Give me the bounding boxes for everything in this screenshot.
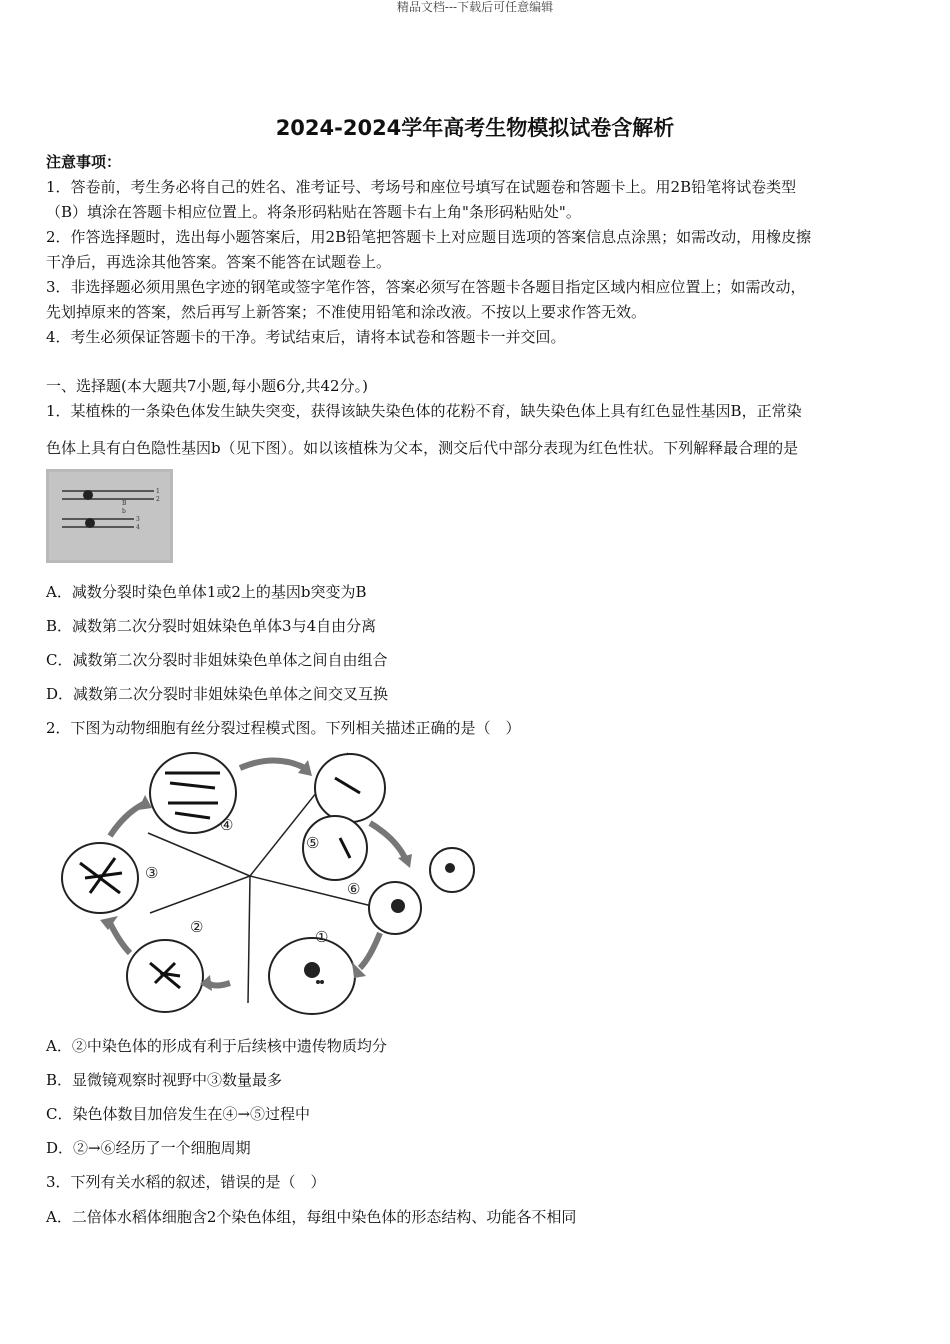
option-c: C．染色体数目加倍发生在④→⑤过程中 — [46, 1105, 311, 1123]
question-1-stem: 1．某植株的一条染色体发生缺失突变，获得该缺失染色体的花粉不育，缺失染色体上具有红色显性基因B，正常染 — [46, 402, 802, 420]
figure-label: B — [122, 500, 127, 507]
option-a: A．减数分裂时染色单体1或2上的基因b突变为B — [46, 583, 367, 601]
option-a: A．②中染色体的形成有利于后续核中遗传物质均分 — [46, 1037, 387, 1055]
page-title: 2024-2024学年高考生物模拟试卷含解析 — [275, 116, 675, 140]
figure-label: ① — [315, 928, 329, 946]
notice-line: （B）填涂在答题卡相应位置上。将条形码粘贴在答题卡右上角"条形码粘贴处"。 — [46, 203, 581, 221]
notice-line: 干净后，再选涂其他答案。答案不能答在试题卷上。 — [46, 253, 392, 271]
figure-label: ② — [190, 918, 204, 936]
figure-label: b — [122, 508, 126, 515]
option-d: D．②→⑥经历了一个细胞周期 — [46, 1139, 251, 1157]
option-d: D．减数第二次分裂时非姐妹染色单体之间交叉互换 — [46, 685, 389, 703]
header-note: 精品文档---下载后可任意编辑 — [396, 0, 554, 14]
chromosome-figure — [46, 469, 173, 563]
figure-label: 3 — [136, 516, 140, 523]
option-b: B．显微镜观察时视野中③数量最多 — [46, 1071, 283, 1089]
notice-line: 3．非选择题必须用黑色字迹的钢笔或签字笔作答，答案必须写在答题卡各题目指定区域内相应位置上；如需改动， — [46, 278, 806, 296]
figure-label: 2 — [156, 496, 160, 503]
question-2-stem: 2．下图为动物细胞有丝分裂过程模式图。下列相关描述正确的是（ ） — [46, 719, 521, 737]
figure-label: ⑥ — [347, 880, 361, 898]
notice-line: 1．答卷前，考生务必将自己的姓名、准考证号、考场号和座位号填写在试题卷和答题卡上。用2B铅笔将试卷类型 — [46, 178, 797, 196]
question-1-stem: 色体上具有白色隐性基因b（见下图）。如以该植株为父本，测交后代中部分表现为红色性状。下列解释最合理的是 — [46, 439, 799, 457]
notice-line: 4．考生必须保证答题卡的干净。考试结束后，请将本试卷和答题卡一并交回。 — [46, 328, 566, 346]
notice-line: 2．作答选择题时，选出每小题答案后，用2B铅笔把答题卡上对应题目选项的答案信息点涂黑；如需改动，用橡皮擦 — [46, 228, 812, 246]
option-c: C．减数第二次分裂时非姐妹染色单体之间自由组合 — [46, 651, 388, 669]
notice-line: 先划掉原来的答案，然后再写上新答案；不准使用铅笔和涂改液。不按以上要求作答无效。 — [46, 303, 647, 321]
option-a: A．二倍体水稻体细胞含2个染色体组，每组中染色体的形态结构、功能各不相同 — [46, 1208, 577, 1226]
mitosis-figure — [50, 748, 490, 1020]
figure-label: ④ — [220, 816, 234, 834]
notice-heading: 注意事项： — [46, 153, 122, 171]
question-3-stem: 3．下列有关水稻的叙述，错误的是（ ） — [46, 1173, 326, 1191]
figure-label: ⑤ — [306, 834, 320, 852]
option-b: B．减数第二次分裂时姐妹染色单体3与4自由分离 — [46, 617, 377, 635]
section-heading: 一、选择题(本大题共7小题,每小题6分,共42分。) — [46, 377, 368, 395]
figure-label: ③ — [145, 864, 159, 882]
figure-label: 1 — [156, 488, 160, 495]
figure-label: 4 — [136, 524, 140, 531]
